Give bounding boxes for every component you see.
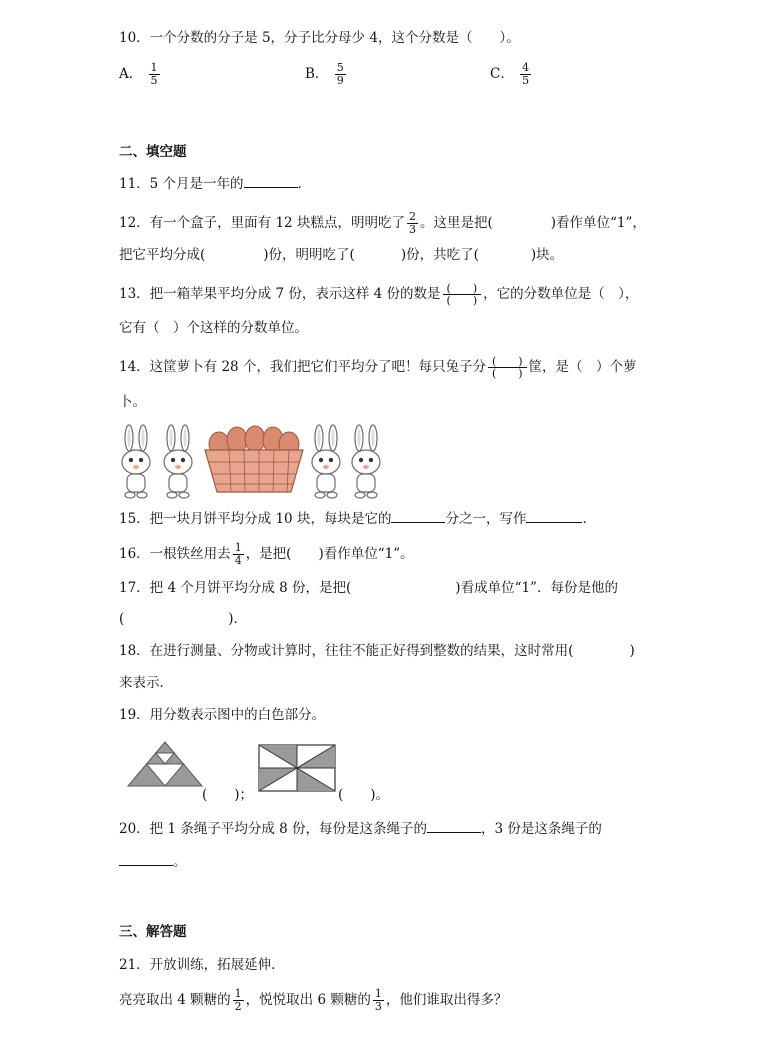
question-19: 19．用分数表示图中的白色部分。 — [119, 707, 326, 723]
q13-fraction-blank[interactable]: $\frac{( )}{( )}$ — [443, 283, 482, 306]
answer-blank[interactable] — [427, 818, 481, 833]
rectangle-figure — [258, 744, 336, 792]
option-b-fraction: $\frac{5}{9}$ — [336, 61, 344, 87]
question-21: 21．开放训练，拓展延伸． — [119, 957, 285, 973]
triangle-figure — [126, 740, 204, 788]
question-11: 11．5 个月是一年的 ． — [119, 173, 311, 194]
q10-option-c[interactable] — [490, 62, 533, 87]
q12-fraction: $\frac{2}{3}$ — [408, 210, 416, 236]
option-c-fraction: $\frac{4}{5}$ — [522, 61, 530, 87]
answer-blank[interactable] — [119, 851, 173, 866]
answer-blank[interactable] — [391, 508, 445, 523]
rabbits-basket-illustration — [119, 422, 391, 500]
question-15: 15．把一块月饼平均分成 10 块，每块是它的 分之一，写作 ． — [119, 508, 596, 529]
question-13-line-2: 它有（ ）个这样的分数单位。 — [119, 320, 308, 336]
question-20-line-2: 。 — [119, 851, 187, 872]
question-21-line-2: 亮亮取出 4 颗糖的 $\frac{1}{2}$ ，悦悦取出 6 颗糖的 $\frac{1}{3}$ ，他们谁取出得多？ — [119, 987, 508, 1013]
question-17-line-2: ( )． — [119, 611, 248, 627]
q10-option-a[interactable] — [119, 62, 162, 87]
question-18: 18．在进行测量、分物或计算时，往往不能正好得到整数的结果，这时常用( ) — [119, 643, 635, 659]
option-c-label: C． — [490, 66, 514, 82]
q16-fraction: $\frac{1}{4}$ — [234, 541, 242, 567]
section-3-title: 三、解答题 — [119, 924, 187, 940]
option-a-fraction: $\frac{1}{5}$ — [150, 61, 158, 87]
option-b-label: B． — [305, 66, 329, 82]
question-13: 13．把一箱苹果平均分成 7 份，表示这样 4 份的数是 $\frac{( )}{( )}$ ，它的分数单位是（ ）， — [119, 282, 639, 307]
answer-blank[interactable] — [526, 508, 582, 523]
option-a-label: A． — [119, 66, 143, 82]
rabbit-icon — [312, 425, 340, 498]
q19-answer-2[interactable]: ( )。 — [338, 787, 390, 803]
question-14-line-2: 卜。 — [119, 394, 146, 410]
question-12-line-2: 把它平均分成( )份，明明吃了( )份，共吃了( )块。 — [119, 247, 564, 263]
question-18-line-2: 来表示． — [119, 675, 173, 691]
question-17: 17．把 4 个月饼平均分成 8 份，是把( )看成单位“1”．每份是他的 — [119, 580, 618, 596]
q10-text: 10．一个分数的分子是 5，分子比分母少 4，这个分数是（ ）。 — [119, 30, 520, 46]
q21-fraction-1: $\frac{1}{2}$ — [234, 987, 242, 1013]
carrot-basket-icon — [205, 426, 303, 492]
question-10 — [119, 28, 520, 48]
q14-fraction-blank[interactable]: $\frac{( )}{( )}$ — [488, 356, 527, 379]
question-14: 14．这筐萝卜有 28 个，我们把它们平均分了吧！每只兔子分 $\frac{( )}{( )}$ 筐，是（ ）个萝 — [119, 355, 637, 380]
q21-fraction-2: $\frac{1}{3}$ — [374, 987, 382, 1013]
question-12: 12．有一个盒子，里面有 12 块糕点，明明吃了 $\frac{2}{3}$ 。这里是把( )看作单位“1”， — [119, 210, 646, 236]
q10-option-b[interactable] — [305, 62, 348, 87]
rabbit-icon — [122, 425, 150, 498]
rabbit-icon — [164, 425, 192, 498]
answer-blank[interactable] — [244, 173, 298, 188]
q19-answer-1[interactable]: ( )； — [202, 787, 254, 803]
section-2-title: 二、填空题 — [119, 144, 187, 160]
rabbit-icon — [352, 425, 380, 498]
question-20: 20．把 1 条绳子平均分成 8 份，每份是这条绳子的 ，3 份是这条绳子的 — [119, 818, 602, 839]
question-16: 16．一根铁丝用去 $\frac{1}{4}$ ，是把( )看作单位“1”。 — [119, 541, 414, 567]
